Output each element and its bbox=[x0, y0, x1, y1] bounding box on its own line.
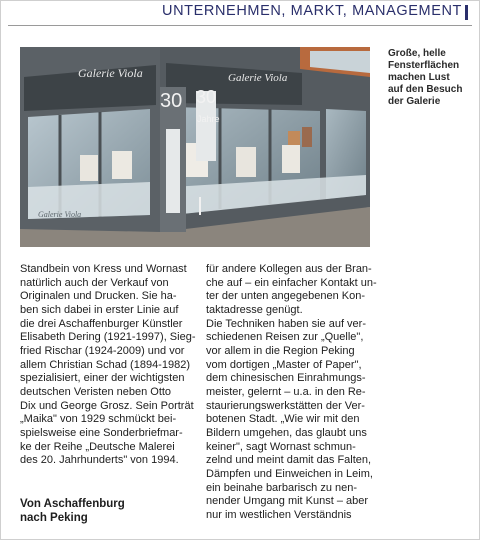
window-lettering: Galerie Viola bbox=[38, 210, 82, 219]
storefront-illustration bbox=[20, 47, 370, 247]
article-column-1: Standbein von Kress und Wornast natürlich auch der Verkauf von Originalen und Drucken. Sie ha- ben sich dabei in erster Linie auf die drei Aschaffenburger Künstler Elisabeth Dering (1921-1997), Sieg- fried Rischar (1924-2009) und vor allem Christian Schad (1894-1982) spezialisiert, einer der wichtigsten deutschen Veristen neben Otto Dix und George Grosz. Sein Porträt „Maika" von 1929 schmückt bei- spielsweise eine Sonderbriefmar- ke der Reihe „Deutsche Malerei des 20. Jahrhunderts" von 1994. bbox=[20, 263, 196, 467]
sign-right: Galerie Viola bbox=[228, 72, 288, 84]
sign-left: Galerie Viola bbox=[78, 66, 143, 80]
banner-word: Jahre bbox=[197, 114, 220, 124]
section-header: UNTERNEHMEN, MARKT, MANAGEMENT bbox=[162, 3, 462, 19]
banner-number-right: 30 bbox=[196, 87, 217, 107]
banner-number-left: 30 bbox=[160, 90, 183, 112]
article-column-2: für andere Kollegen aus der Bran- che auf – ein einfacher Kontakt un- ter der unten angegebenen Kon- taktadresse genügt. Die Techniken haben sie auf ver- schiedenen Reisen zur „Quelle", vor allem in die Region Peking vom dortigen „Master of Paper", dem chinesischen Einrahmungs- meister, gelernt – u.a. in den Re- staurierungswerkstätten der Ver- botenen Stadt. „Wie wir mit den Bildern umgehen, das glaubt uns keiner", sagt Wornast schmun- zelnd und meint damit das Falten, Dämpfen und Einweichen in Leim, ein beinahe barbarisch zu nen- nender Umgang mit Kunst – aber nur im westlichen Verständnis bbox=[206, 263, 377, 521]
section-subheading: Von Aschaffenburg nach Peking bbox=[20, 498, 125, 524]
header-accent-bar bbox=[465, 5, 468, 20]
gallery-storefront-photo bbox=[20, 47, 370, 247]
header-rule bbox=[8, 25, 472, 26]
photo-caption: Große, helle Fensterflächen machen Lust auf den Besuch der Galerie bbox=[388, 48, 463, 107]
